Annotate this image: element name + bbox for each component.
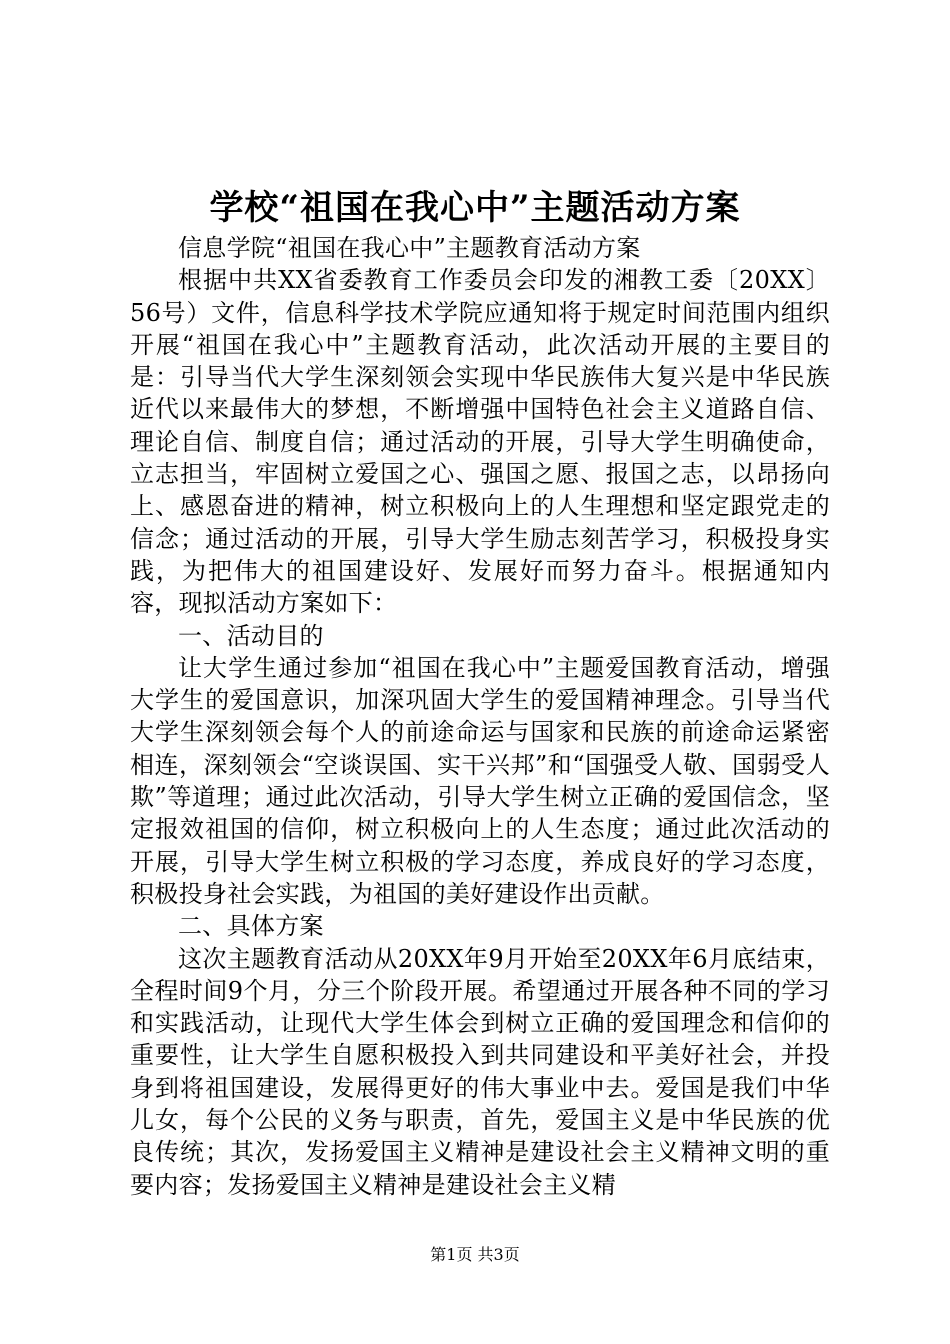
subtitle-paragraph: 信息学院“祖国在我心中”主题教育活动方案: [178, 234, 641, 262]
body-paragraph: 这次主题教育活动从20XX年9月开始至20XX年6月底结束，全程时间9个月，分三个阶段开展。希望通过开展各种不同的学习和实践活动，让现代大学生体会到树立正确的爱国理念和信仰的重要性，让大学生自愿积极投入到共同建设和平美好社会，并投身到将祖国建设，发展得更好的伟大事业中去。爱国是我们中华儿女，每个公民的义务与职责，首先，爱国主义是中华民族的优良传统；其次，发扬爱国主义精神是建设社会主义精神文明的重要内容；发扬爱国主义精神是建设社会主义精: [130, 944, 830, 1199]
body-paragraph: 根据中共XX省委教育工作委员会印发的湘教工委〔20XX〕56号）文件，信息科学技术学院应通知将于规定时间范围内组织开展“祖国在我心中”主题教育活动，此次活动开展的主要目的是：引导当代大学生深刻领会实现中华民族伟大复兴是中华民族近代以来最伟大的梦想，不断增强中国特色社会主义道路自信、理论自信、制度自信；通过活动的开展，引导大学生明确使命，立志担当，牢固树立爱国之心、强国之愿、报国之志，以昂扬向上、感恩奋进的精神，树立积极向上的人生理想和坚定跟党走的信念；通过活动的开展，引导大学生励志刻苦学习，积极投身实践，为把伟大的祖国建设好、发展好而努力奋斗。根据通知内容，现拟活动方案如下：: [130, 266, 830, 618]
document-title: 学校“祖国在我心中”主题活动方案: [209, 188, 741, 228]
page-footer: 第1页 共3页: [430, 1245, 520, 1264]
body-paragraph: 让大学生通过参加“祖国在我心中”主题爱国教育活动，增强大学生的爱国意识，加深巩固大学生的爱国精神理念。引导当代大学生深刻领会每个人的前途命运与国家和民族的前途命运紧密相连，深刻领会“空谈误国、实干兴邦”和“国强受人敬、国弱受人欺”等道理；通过此次活动，引导大学生树立正确的爱国信念，坚定报效祖国的信仰，树立积极向上的人生态度；通过此次活动的开展，引导大学生树立积极的学习态度，养成良好的学习态度，积极投身社会实践，为祖国的美好建设作出贡献。: [130, 653, 830, 908]
section-heading: 一、活动目的: [178, 621, 324, 650]
document-body: [130, 232, 830, 1201]
section-heading: 二、具体方案: [178, 912, 324, 941]
